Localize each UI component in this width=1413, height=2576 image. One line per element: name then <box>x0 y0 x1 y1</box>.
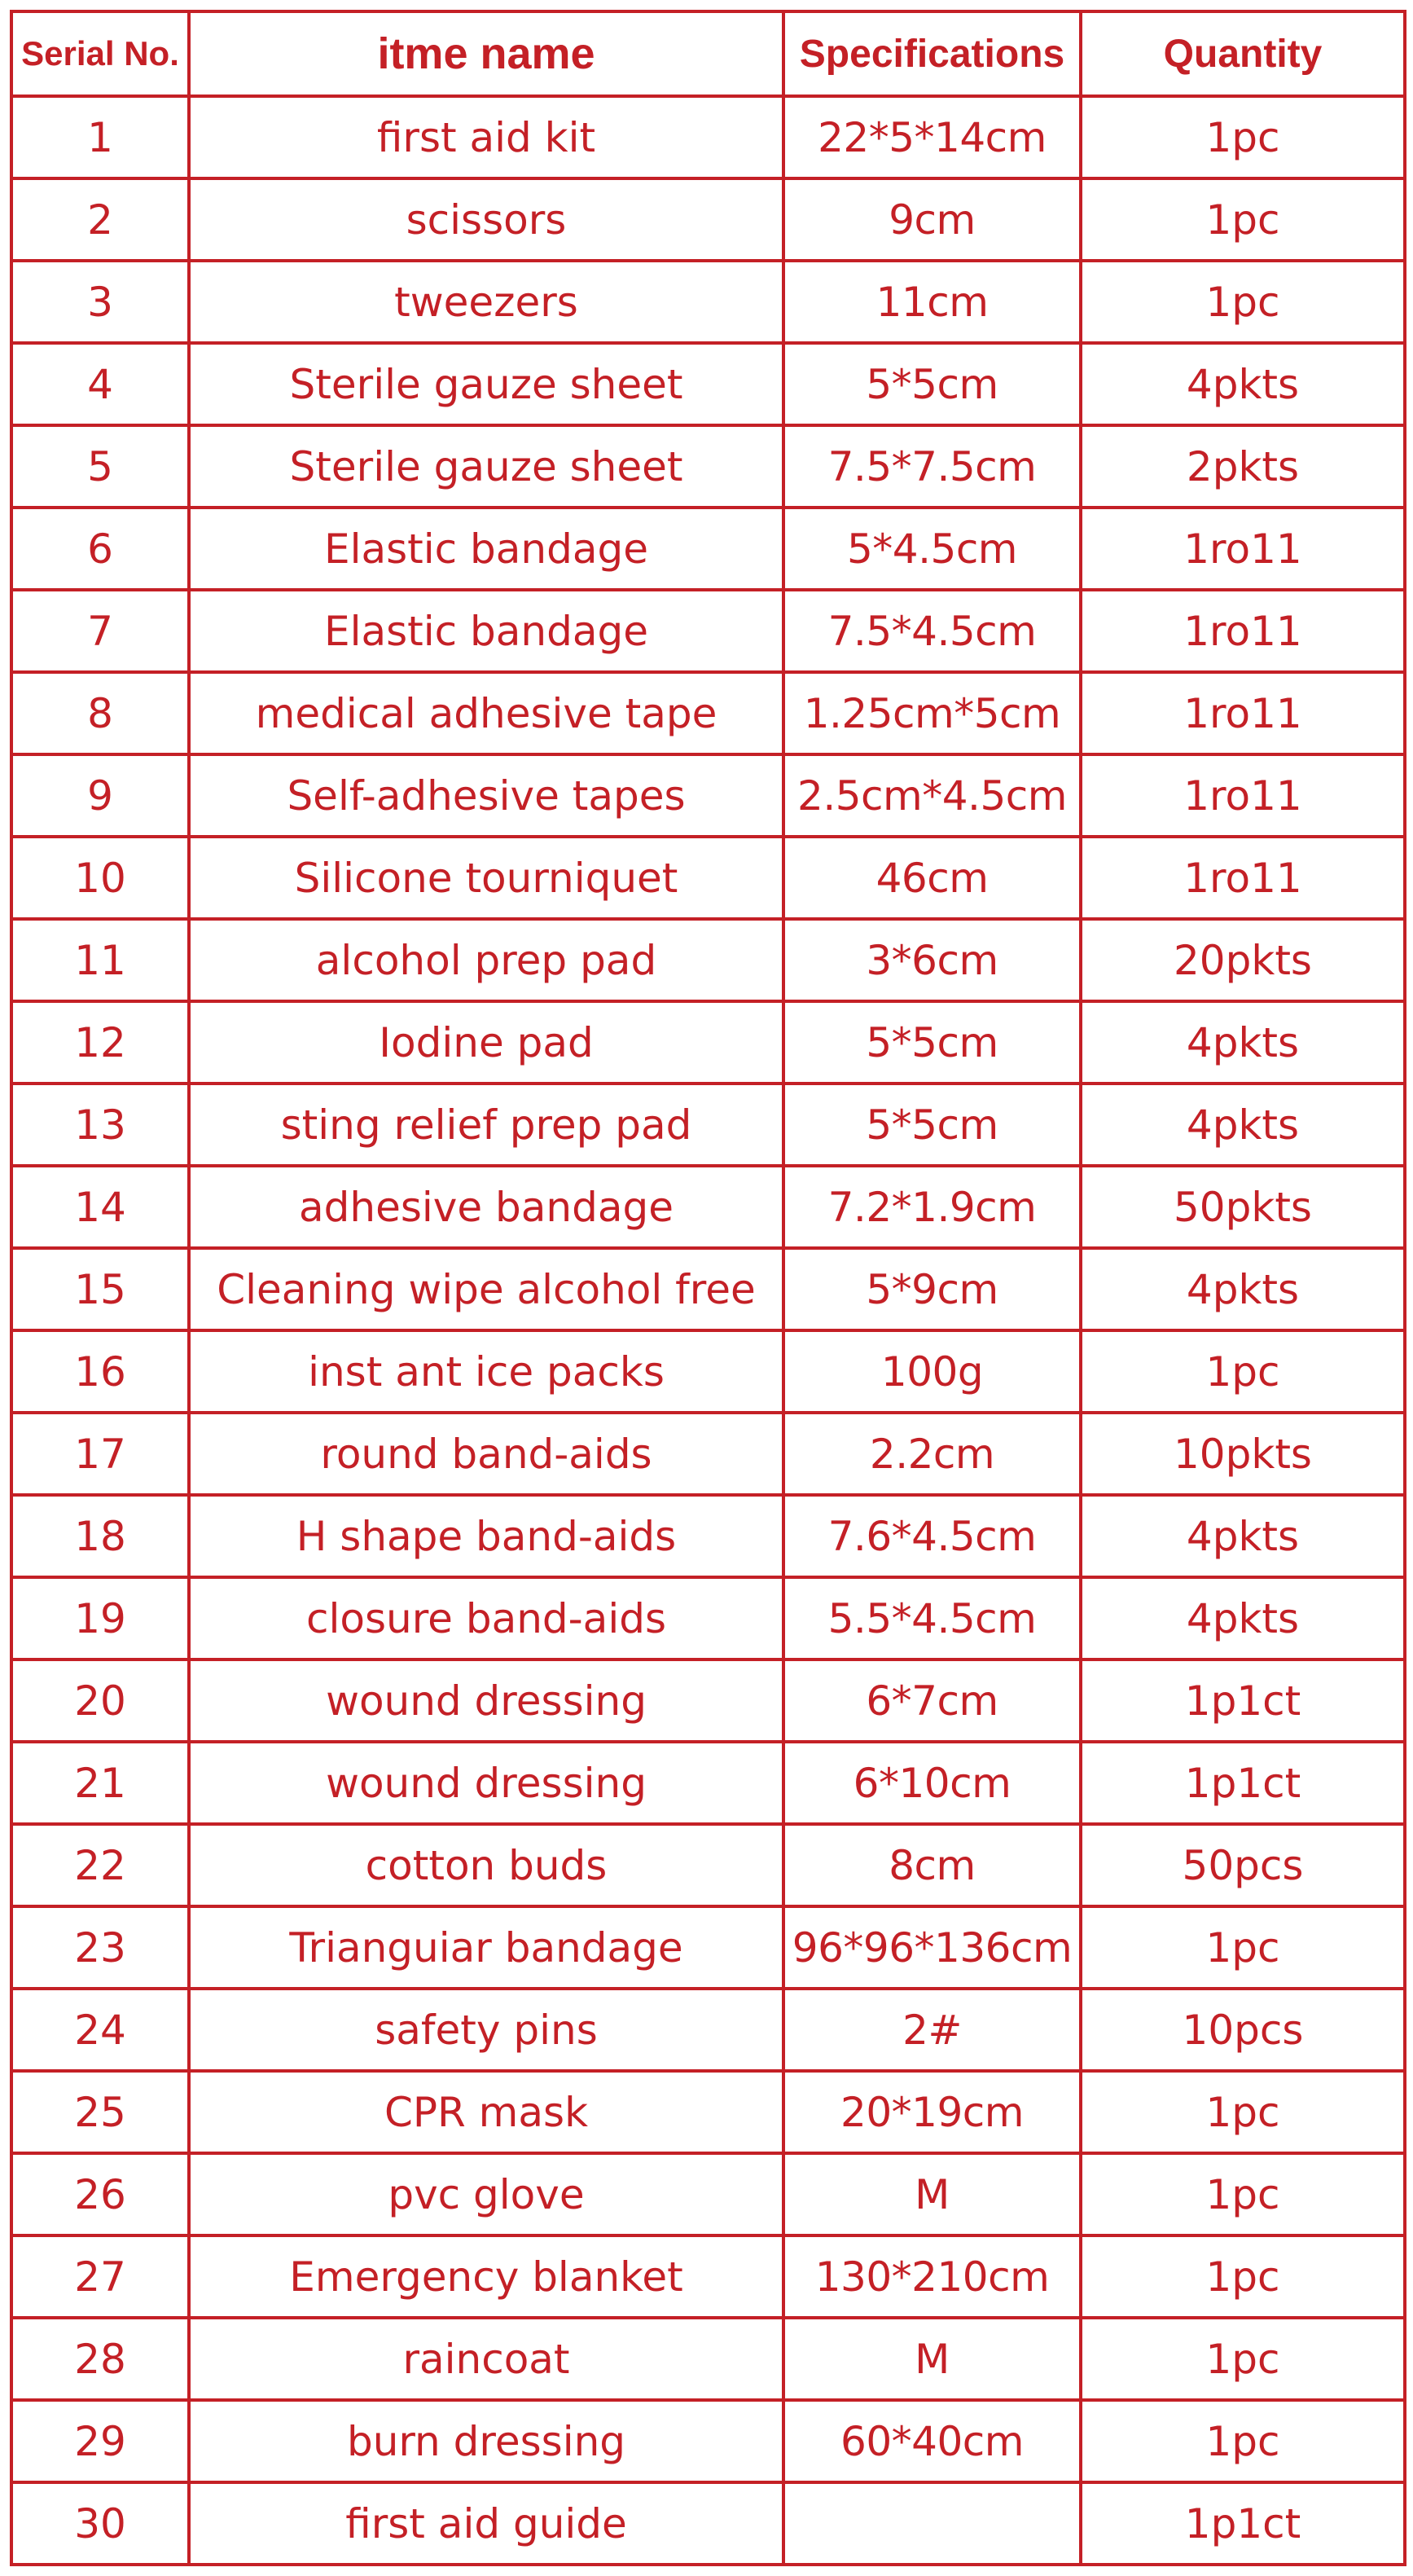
cell-item-name: adhesive bandage <box>189 1166 783 1248</box>
cell-serial-no: 10 <box>11 837 189 919</box>
cell-quantity: 10pkts <box>1081 1413 1405 1495</box>
cell-quantity: 1pc <box>1081 2071 1405 2153</box>
cell-quantity: 1pc <box>1081 1330 1405 1413</box>
table-row <box>11 2400 1405 2482</box>
cell-specification: 1.25cm*5cm <box>783 672 1081 754</box>
cell-specification: 3*6cm <box>783 919 1081 1001</box>
cell-quantity: 1pc <box>1081 2153 1405 2235</box>
cell-quantity: 4pkts <box>1081 1248 1405 1330</box>
table-row <box>11 1084 1405 1166</box>
cell-specification: 20*19cm <box>783 2071 1081 2153</box>
table-row <box>11 2071 1405 2153</box>
header-serial-no: Serial No. <box>11 11 189 96</box>
header-item-name: itme name <box>189 11 783 96</box>
table-row <box>11 590 1405 672</box>
cell-specification: 96*96*136cm <box>783 1906 1081 1989</box>
cell-item-name: Silicone tourniquet <box>189 837 783 919</box>
cell-item-name: first aid guide <box>189 2482 783 2565</box>
cell-item-name: scissors <box>189 178 783 261</box>
cell-specification: 5*9cm <box>783 1248 1081 1330</box>
cell-serial-no: 9 <box>11 754 189 837</box>
cell-specification: M <box>783 2153 1081 2235</box>
cell-quantity: 1pc <box>1081 1906 1405 1989</box>
cell-specification: 2# <box>783 1989 1081 2071</box>
cell-item-name: H shape band-aids <box>189 1495 783 1577</box>
table-row <box>11 1659 1405 1742</box>
cell-serial-no: 8 <box>11 672 189 754</box>
cell-specification: 7.5*7.5cm <box>783 425 1081 508</box>
header-quantity: Quantity <box>1081 11 1405 96</box>
cell-serial-no: 24 <box>11 1989 189 2071</box>
kit-contents-sheet <box>10 10 1403 2566</box>
table-row <box>11 1824 1405 1906</box>
cell-specification <box>783 2482 1081 2565</box>
cell-serial-no: 16 <box>11 1330 189 1413</box>
cell-serial-no: 6 <box>11 508 189 590</box>
cell-quantity: 1pc <box>1081 2235 1405 2318</box>
cell-serial-no: 26 <box>11 2153 189 2235</box>
cell-item-name: Sterile gauze sheet <box>189 425 783 508</box>
cell-specification: 5*5cm <box>783 1084 1081 1166</box>
cell-item-name: raincoat <box>189 2318 783 2400</box>
cell-serial-no: 22 <box>11 1824 189 1906</box>
cell-serial-no: 20 <box>11 1659 189 1742</box>
cell-serial-no: 15 <box>11 1248 189 1330</box>
cell-quantity: 1ro11 <box>1081 508 1405 590</box>
cell-item-name: Elastic bandage <box>189 508 783 590</box>
cell-serial-no: 11 <box>11 919 189 1001</box>
cell-quantity: 1ro11 <box>1081 837 1405 919</box>
cell-item-name: first aid kit <box>189 96 783 178</box>
cell-serial-no: 2 <box>11 178 189 261</box>
table-row <box>11 754 1405 837</box>
cell-specification: 7.6*4.5cm <box>783 1495 1081 1577</box>
cell-quantity: 2pkts <box>1081 425 1405 508</box>
cell-quantity: 20pkts <box>1081 919 1405 1001</box>
table-header-row <box>11 11 1405 96</box>
cell-item-name: closure band-aids <box>189 1577 783 1659</box>
cell-serial-no: 4 <box>11 343 189 425</box>
cell-serial-no: 25 <box>11 2071 189 2153</box>
table-row <box>11 1248 1405 1330</box>
cell-specification: 8cm <box>783 1824 1081 1906</box>
cell-specification: 11cm <box>783 261 1081 343</box>
table-body <box>11 96 1405 2565</box>
cell-serial-no: 14 <box>11 1166 189 1248</box>
cell-item-name: pvc glove <box>189 2153 783 2235</box>
cell-item-name: sting relief prep pad <box>189 1084 783 1166</box>
table-row <box>11 1413 1405 1495</box>
table-row <box>11 1577 1405 1659</box>
cell-item-name: round band-aids <box>189 1413 783 1495</box>
cell-quantity: 1pc <box>1081 2318 1405 2400</box>
cell-item-name: wound dressing <box>189 1659 783 1742</box>
table-row <box>11 2153 1405 2235</box>
table-row <box>11 2318 1405 2400</box>
cell-item-name: inst ant ice packs <box>189 1330 783 1413</box>
table-row <box>11 919 1405 1001</box>
cell-serial-no: 18 <box>11 1495 189 1577</box>
cell-quantity: 1ro11 <box>1081 672 1405 754</box>
cell-quantity: 1pc <box>1081 96 1405 178</box>
cell-item-name: cotton buds <box>189 1824 783 1906</box>
table-row <box>11 425 1405 508</box>
table-row <box>11 837 1405 919</box>
cell-quantity: 1ro11 <box>1081 754 1405 837</box>
cell-serial-no: 30 <box>11 2482 189 2565</box>
cell-serial-no: 5 <box>11 425 189 508</box>
cell-item-name: Self-adhesive tapes <box>189 754 783 837</box>
cell-quantity: 1p1ct <box>1081 2482 1405 2565</box>
table-row <box>11 1330 1405 1413</box>
cell-item-name: Elastic bandage <box>189 590 783 672</box>
cell-specification: 6*7cm <box>783 1659 1081 1742</box>
cell-quantity: 1ro11 <box>1081 590 1405 672</box>
cell-quantity: 4pkts <box>1081 1001 1405 1084</box>
cell-specification: 9cm <box>783 178 1081 261</box>
cell-serial-no: 28 <box>11 2318 189 2400</box>
cell-quantity: 4pkts <box>1081 343 1405 425</box>
cell-specification: 100g <box>783 1330 1081 1413</box>
cell-serial-no: 21 <box>11 1742 189 1824</box>
cell-serial-no: 29 <box>11 2400 189 2482</box>
kit-contents-table <box>10 10 1406 2566</box>
cell-specification: 2.2cm <box>783 1413 1081 1495</box>
cell-specification: 6*10cm <box>783 1742 1081 1824</box>
table-row <box>11 1001 1405 1084</box>
table-row <box>11 2235 1405 2318</box>
cell-item-name: CPR mask <box>189 2071 783 2153</box>
cell-serial-no: 12 <box>11 1001 189 1084</box>
header-specifications: Specifications <box>783 11 1081 96</box>
table-row <box>11 178 1405 261</box>
table-row <box>11 1989 1405 2071</box>
cell-item-name: Iodine pad <box>189 1001 783 1084</box>
cell-serial-no: 27 <box>11 2235 189 2318</box>
cell-specification: 130*210cm <box>783 2235 1081 2318</box>
cell-item-name: burn dressing <box>189 2400 783 2482</box>
cell-specification: M <box>783 2318 1081 2400</box>
cell-quantity: 4pkts <box>1081 1495 1405 1577</box>
cell-specification: 5*4.5cm <box>783 508 1081 590</box>
cell-item-name: Sterile gauze sheet <box>189 343 783 425</box>
cell-item-name: tweezers <box>189 261 783 343</box>
table-row <box>11 96 1405 178</box>
cell-quantity: 1pc <box>1081 2400 1405 2482</box>
cell-quantity: 4pkts <box>1081 1084 1405 1166</box>
cell-item-name: medical adhesive tape <box>189 672 783 754</box>
table-row <box>11 1742 1405 1824</box>
table-row <box>11 1495 1405 1577</box>
cell-item-name: Trianguiar bandage <box>189 1906 783 1989</box>
table-row <box>11 343 1405 425</box>
cell-quantity: 4pkts <box>1081 1577 1405 1659</box>
cell-quantity: 1pc <box>1081 178 1405 261</box>
cell-item-name: alcohol prep pad <box>189 919 783 1001</box>
cell-specification: 60*40cm <box>783 2400 1081 2482</box>
cell-quantity: 1p1ct <box>1081 1659 1405 1742</box>
cell-quantity: 10pcs <box>1081 1989 1405 2071</box>
cell-serial-no: 3 <box>11 261 189 343</box>
cell-item-name: wound dressing <box>189 1742 783 1824</box>
cell-specification: 7.5*4.5cm <box>783 590 1081 672</box>
cell-specification: 5*5cm <box>783 1001 1081 1084</box>
cell-serial-no: 1 <box>11 96 189 178</box>
table-row <box>11 1166 1405 1248</box>
cell-specification: 46cm <box>783 837 1081 919</box>
cell-specification: 5.5*4.5cm <box>783 1577 1081 1659</box>
table-row <box>11 2482 1405 2565</box>
cell-specification: 7.2*1.9cm <box>783 1166 1081 1248</box>
table-row <box>11 261 1405 343</box>
cell-serial-no: 13 <box>11 1084 189 1166</box>
cell-item-name: safety pins <box>189 1989 783 2071</box>
cell-serial-no: 23 <box>11 1906 189 1989</box>
table-row <box>11 508 1405 590</box>
cell-quantity: 50pcs <box>1081 1824 1405 1906</box>
cell-quantity: 1pc <box>1081 261 1405 343</box>
table-row <box>11 672 1405 754</box>
cell-serial-no: 7 <box>11 590 189 672</box>
cell-serial-no: 19 <box>11 1577 189 1659</box>
cell-quantity: 1p1ct <box>1081 1742 1405 1824</box>
cell-item-name: Emergency blanket <box>189 2235 783 2318</box>
cell-item-name: Cleaning wipe alcohol free <box>189 1248 783 1330</box>
cell-specification: 22*5*14cm <box>783 96 1081 178</box>
cell-specification: 5*5cm <box>783 343 1081 425</box>
table-row <box>11 1906 1405 1989</box>
cell-serial-no: 17 <box>11 1413 189 1495</box>
cell-quantity: 50pkts <box>1081 1166 1405 1248</box>
cell-specification: 2.5cm*4.5cm <box>783 754 1081 837</box>
